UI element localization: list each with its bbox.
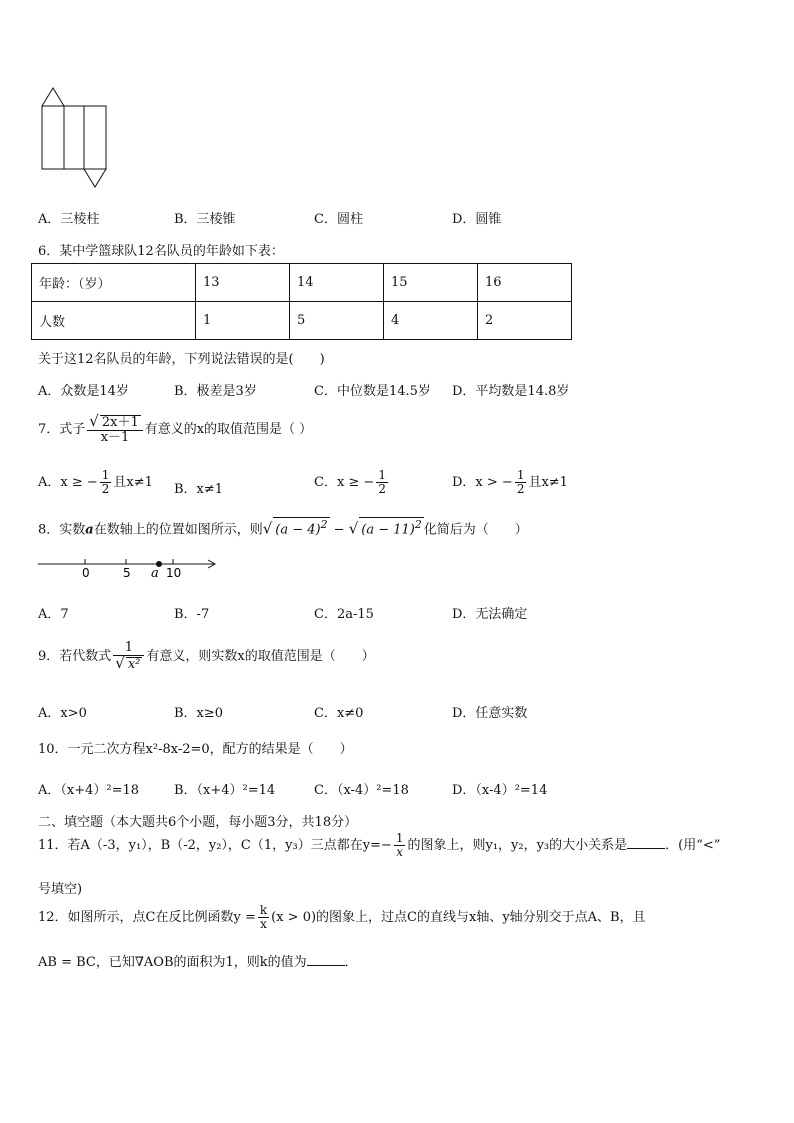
- q8-stem: [38, 517, 528, 537]
- q6-option-d: D．平均数是14.8岁: [452, 384, 570, 399]
- q9-stem: [38, 641, 375, 672]
- q5-option-b: B．三棱锥: [174, 212, 236, 227]
- label-0: 0: [82, 566, 90, 580]
- q6-option-b: B．极差是3岁: [174, 384, 257, 399]
- q8-sup2: 2: [414, 518, 422, 531]
- q11-fraction: [394, 832, 406, 859]
- q8-option-b: B．-7: [174, 607, 210, 622]
- q9-option-a: A．x>0: [38, 706, 87, 721]
- q10-option-d: D．（x-4）²=14: [452, 783, 548, 798]
- q9-option-d: D．任意实数: [452, 706, 528, 721]
- table-cell: 人数: [32, 302, 196, 340]
- q8-expr2: $(a - 11)^2$: [361, 518, 422, 538]
- q5-option-a: A．三棱柱: [38, 212, 100, 227]
- q7-c-num: 1: [378, 468, 386, 482]
- q11-stem: [38, 832, 720, 859]
- q12-condition: (x > 0): [271, 910, 317, 925]
- q9-prefix: 9．若代数式: [38, 649, 112, 664]
- label-a: a: [151, 566, 159, 581]
- q12-numerator: k: [259, 903, 268, 917]
- q12-line2: [38, 951, 358, 970]
- q7-c-den: 2: [378, 482, 386, 496]
- q7-d-post: 且x≠1: [528, 475, 568, 490]
- label-10: 10: [166, 566, 182, 580]
- q7-option-b: B．x≠1: [174, 482, 224, 497]
- q12-denominator: x: [260, 917, 267, 931]
- q7-d-num: 1: [516, 468, 525, 482]
- bottom-triangle: [84, 169, 106, 187]
- q11-tail: ．(用“<”: [665, 838, 721, 853]
- q8-option-a: A．7: [38, 607, 69, 622]
- q7-suffix: 有意义的x的取值范围是（ ）: [144, 422, 313, 437]
- q7-option-a: [38, 469, 153, 496]
- sqrt-icon: √: [262, 519, 273, 538]
- q11-prefix: 11．若A（-3，y₁），B（-2，y₂），C（1，y₃）三点都在y=−: [38, 838, 392, 853]
- q9-denominator: x²: [127, 657, 141, 672]
- q8-option-c: C．2a-15: [314, 607, 374, 622]
- q12-suffix: 的图象上，过点C的直线与x轴、y轴分别交于点A、B，且: [316, 910, 646, 925]
- q9-numerator: 1: [113, 641, 144, 656]
- table-cell: 5: [290, 302, 384, 340]
- q11-suffix: 的图象上，则y₁，y₂，y₃的大小关系是: [407, 838, 628, 853]
- q7-a-post: 且x≠1: [113, 475, 153, 490]
- q12-line2-text: AB = BC，已知∇AOB的面积为1，则k的值为: [38, 955, 307, 970]
- table-cell: 15: [384, 264, 478, 302]
- q9-suffix: 有意义，则实数x的取值范围是（ ）: [146, 649, 375, 664]
- table-cell: 16: [478, 264, 572, 302]
- q12-stem: [38, 904, 646, 931]
- q9-fraction: [113, 641, 144, 672]
- q10-option-b: B．（x+4）²=14: [174, 783, 276, 798]
- number-line: [36, 555, 220, 581]
- answer-blank[interactable]: [307, 953, 345, 966]
- q5-option-d: D．圆锥: [452, 212, 502, 227]
- q8-suffix: 化简后为（ ）: [423, 522, 528, 538]
- q7-c-text: C．x ≥ −: [314, 475, 375, 490]
- q6-option-c: C．中位数是14.5岁: [314, 384, 431, 399]
- table-cell: 4: [384, 302, 478, 340]
- q7-a-den: 2: [101, 482, 110, 496]
- table-cell: 2: [478, 302, 572, 340]
- top-triangle: [42, 88, 64, 106]
- table-cell: 1: [196, 302, 290, 340]
- q5-option-c: C．圆柱: [314, 212, 363, 227]
- net-rectangles: [42, 106, 106, 169]
- table-cell: 14: [290, 264, 384, 302]
- section-heading: 二、填空题（本大题共6个小题，每小题3分，共18分）: [38, 815, 358, 830]
- q7-fraction: [87, 414, 142, 445]
- q7-a-num: 1: [101, 468, 110, 482]
- q12-fraction: [258, 904, 269, 931]
- q8-middle: 在数轴上的位置如图所示，则: [93, 522, 263, 538]
- label-5: 5: [123, 566, 131, 580]
- q7-d-text: D．x > −: [452, 475, 513, 490]
- q8-var: a: [85, 522, 94, 538]
- sqrt-icon: √: [115, 654, 125, 672]
- q7-denominator: x－1: [100, 430, 130, 445]
- q8-option-d: D．无法确定: [452, 607, 528, 622]
- q7-option-d: [452, 469, 568, 496]
- q12-line2-end: ．: [344, 955, 358, 970]
- q7-option-c: [314, 469, 390, 496]
- q9-option-b: B．x≥0: [174, 706, 224, 721]
- q8-expr1: $(a - 4)^2$: [275, 518, 328, 538]
- q7-a-text: A．x ≥ −: [38, 475, 98, 490]
- q12-prefix: 12．如图所示，点C在反比例函数y =: [38, 910, 256, 925]
- q8-prefix: 8．实数: [38, 522, 86, 538]
- q10-stem: 10．一元二次方程x²-8x-2=0，配方的结果是（ ）: [38, 742, 353, 757]
- q11-numerator: 1: [395, 831, 404, 845]
- q10-option-a: A．（x+4）²=18: [38, 783, 140, 798]
- table-row: [32, 264, 572, 302]
- q6-question: 关于这12名队员的年龄，下列说法错误的是( ): [38, 352, 325, 367]
- q8-sup1: 2: [320, 518, 328, 531]
- q8-minus: −: [333, 522, 345, 538]
- sqrt-icon: √: [89, 412, 99, 430]
- sqrt-icon: √: [348, 519, 359, 538]
- q6-stem: 6．某中学篮球队12名队员的年龄如下表：: [38, 244, 284, 259]
- prism-net-figure: [38, 86, 112, 190]
- answer-blank[interactable]: [627, 836, 665, 849]
- table-cell: 年龄：（岁）: [32, 264, 196, 302]
- table-cell: 13: [196, 264, 290, 302]
- q11-denominator: x: [396, 845, 404, 859]
- q7-numerator: 2x＋1: [101, 415, 139, 430]
- age-table: [31, 263, 572, 340]
- table-row: [32, 302, 572, 340]
- q7-d-den: 2: [516, 482, 525, 496]
- q9-option-c: C．x≠0: [314, 706, 364, 721]
- q7-prefix: 7．式子: [38, 422, 86, 437]
- q7-stem: [38, 414, 312, 445]
- q11-line2: 号填空): [38, 882, 83, 897]
- q10-option-c: C．（x-4）²=18: [314, 783, 409, 798]
- q6-option-a: A．众数是14岁: [38, 384, 129, 399]
